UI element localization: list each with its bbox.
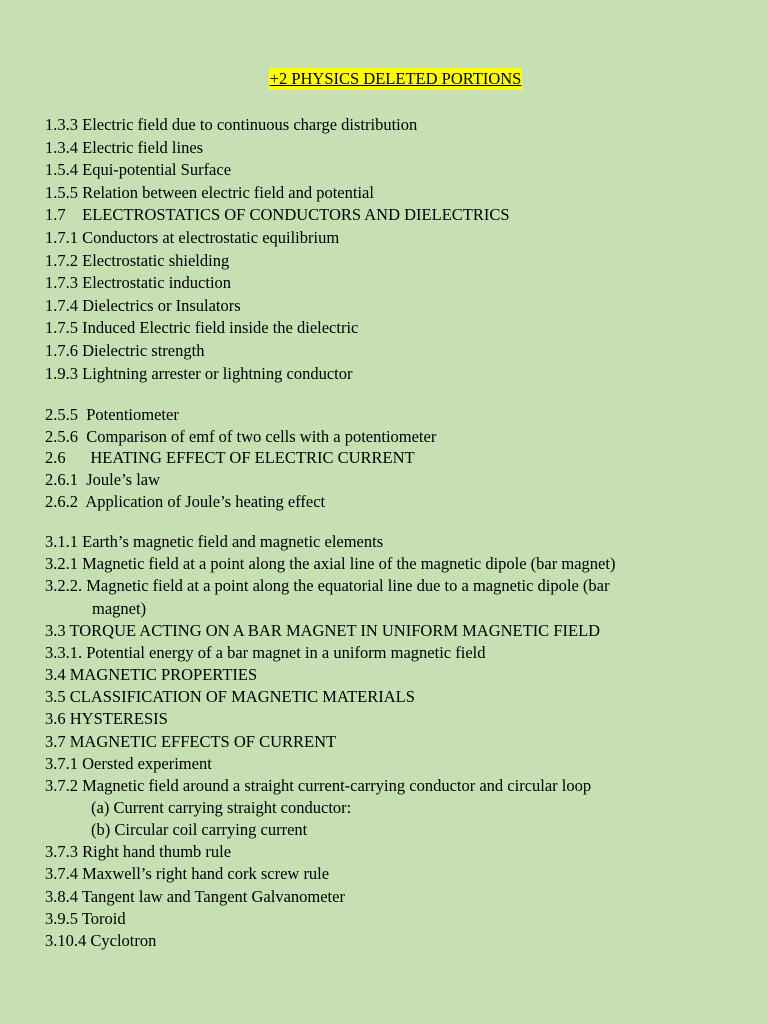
list-item: 3.3.1. Potential energy of a bar magnet in a uniform magnetic field: [45, 642, 486, 662]
list-item: 3.7.2 Magnetic field around a straight current-carrying conductor and circular loop: [45, 775, 592, 795]
list-item: 1.7.2 Electrostatic shielding: [45, 250, 230, 270]
list-item: 1.3.3 Electric field due to continuous charge distribution: [45, 115, 418, 134]
list-item: 1.7.1 Conductors at electrostatic equilibrium: [45, 227, 340, 247]
list-item: 3.7 MAGNETIC EFFECTS OF CURRENT: [45, 731, 337, 751]
section-3: [45, 531, 748, 952]
list-item: 3.7.1 Oersted experiment: [45, 753, 212, 773]
list-item: 1.7 ELECTROSTATICS OF CONDUCTORS AND DIELECTRICS: [45, 205, 510, 225]
list-item: 2.6.2 Application of Joule’s heating effect: [45, 491, 326, 511]
section-1: [45, 114, 748, 385]
section-2: [45, 404, 748, 512]
list-item: 3.8.4 Tangent law and Tangent Galvanometer: [45, 886, 345, 906]
list-item: 1.7.5 Induced Electric field inside the dielectric: [45, 318, 359, 338]
list-item: 1.9.3 Lightning arrester or lightning conductor: [45, 363, 353, 383]
list-item: 3.7.3 Right hand thumb rule: [45, 842, 232, 862]
title-wrapper: [45, 68, 748, 94]
list-item: 3.7.4 Maxwell’s right hand cork screw rule: [45, 864, 330, 884]
list-item: 2.6.1 Joule’s law: [45, 469, 161, 489]
page-title: +2 PHYSICS DELETED PORTIONS: [269, 69, 522, 88]
list-item: 1.3.4 Electric field lines: [45, 137, 204, 157]
list-item: 1.5.5 Relation between electric field and potential: [45, 182, 374, 202]
list-item: (a) Current carrying straight conductor:: [91, 797, 352, 817]
list-item: 3.6 HYSTERESIS: [45, 709, 168, 729]
list-item: 3.4 MAGNETIC PROPERTIES: [45, 665, 258, 685]
list-item: 3.1.1 Earth’s magnetic field and magnetic elements: [45, 532, 384, 552]
list-item: 3.10.4 Cyclotron: [45, 930, 157, 950]
list-item: 3.5 CLASSIFICATION OF MAGNETIC MATERIALS: [45, 687, 415, 707]
list-item: 1.5.4 Equi-potential Surface: [45, 160, 232, 180]
list-item: 3.3 TORQUE ACTING ON A BAR MAGNET IN UNIFORM MAGNETIC FIELD: [45, 620, 601, 640]
list-item: 2.5.5 Potentiometer: [45, 405, 179, 425]
list-item: 1.7.6 Dielectric strength: [45, 340, 205, 360]
list-item: 2.5.6 Comparison of emf of two cells with a potentiometer: [45, 426, 437, 446]
deleted-portions-list: [45, 114, 748, 952]
list-item: (b) Circular coil carrying current: [91, 820, 308, 840]
list-item: 1.7.3 Electrostatic induction: [45, 273, 232, 293]
list-item: 1.7.4 Dielectrics or Insulators: [45, 295, 241, 315]
list-item: 2.6 HEATING EFFECT OF ELECTRIC CURRENT: [45, 448, 415, 468]
list-item: 3.9.5 Toroid: [45, 908, 126, 928]
list-item: magnet): [92, 598, 147, 618]
list-item: 3.2.2. Magnetic field at a point along the equatorial line due to a magnetic dipole (bar: [45, 576, 610, 596]
list-item: 3.2.1 Magnetic field at a point along the axial line of the magnetic dipole (bar magnet): [45, 554, 616, 574]
